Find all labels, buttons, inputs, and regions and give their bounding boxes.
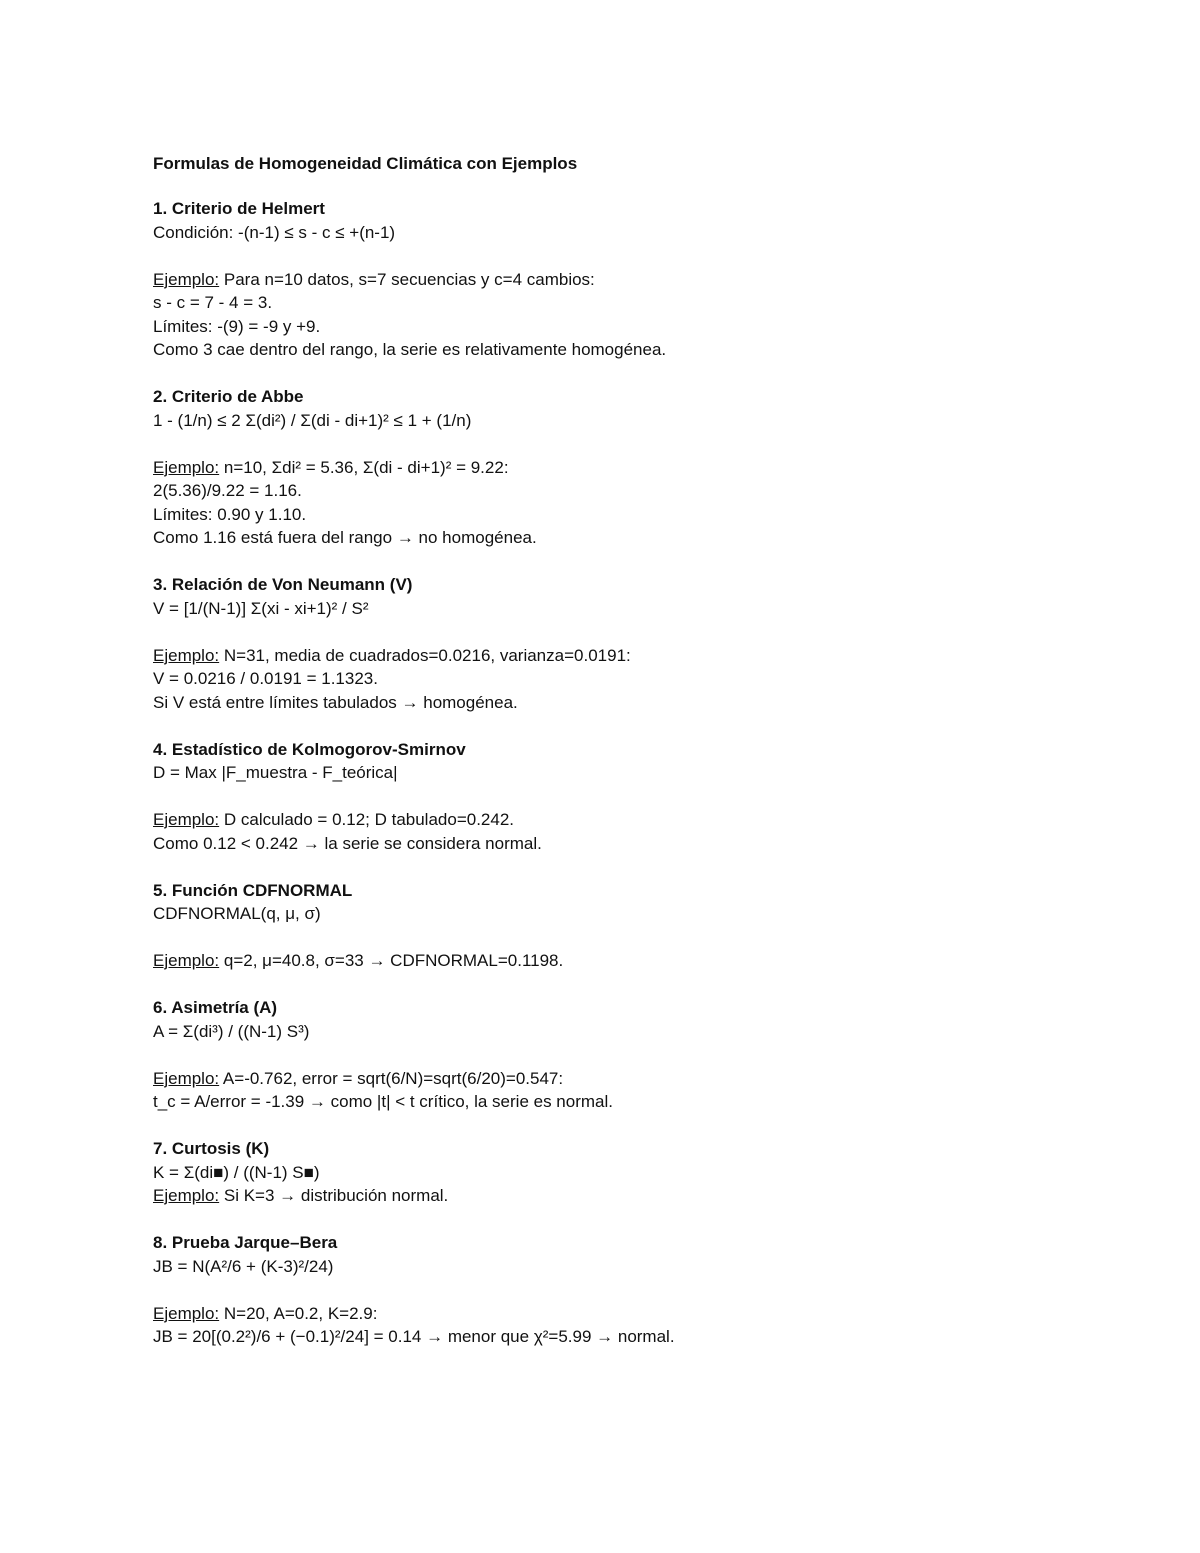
section-heading: 6. Asimetría (A) <box>153 998 278 1017</box>
section-heading: 5. Función CDFNORMAL <box>153 880 353 900</box>
example-line <box>153 1302 1113 1326</box>
example-line: s - c = 7 - 4 = 3. <box>153 293 273 312</box>
example-text: A=-0.762, error = sqrt(6/N)=sqrt(6/20)=0.547: <box>219 1068 564 1088</box>
example-label: Ejemplo: <box>153 645 220 665</box>
example-label: Ejemplo: <box>153 1068 220 1088</box>
title-gap <box>153 182 1113 197</box>
example-line: Si V está entre límites tabulados → homogénea. <box>153 692 518 712</box>
section-abbe <box>153 385 1113 573</box>
example-line <box>153 808 1113 832</box>
example-label: Ejemplo: <box>153 269 220 289</box>
example-line <box>153 456 1113 480</box>
section-von-neumann <box>153 573 1113 738</box>
example-line <box>153 268 1113 292</box>
example-text: Si K=3 → distribución normal. <box>219 1186 449 1205</box>
example-text: N=20, A=0.2, K=2.9: <box>219 1303 378 1323</box>
example-line: JB = 20[(0.2²)/6 + (−0.1)²/24] = 0.14 → menor que χ²=5.99 → normal. <box>153 1327 675 1346</box>
section-heading: 7. Curtosis (K) <box>153 1139 270 1158</box>
example-line <box>153 644 1113 668</box>
section-jarque-bera <box>153 1231 1113 1349</box>
document-page <box>153 150 1113 1349</box>
example-text: N=31, media de cuadrados=0.0216, varianza=0.0191: <box>219 645 631 665</box>
example-line: Límites: -(9) = -9 y +9. <box>153 316 321 336</box>
section-formula: 1 - (1/n) ≤ 2 Σ(di²) / Σ(di - di+1)² ≤ 1 + (1/n) <box>153 410 472 430</box>
section-formula: D = Max |F_muestra - F_teórica| <box>153 763 398 782</box>
example-line: Como 1.16 está fuera del rango → no homogénea. <box>153 528 537 547</box>
section-heading: 3. Relación de Von Neumann (V) <box>153 575 413 594</box>
section-asimetria <box>153 996 1113 1137</box>
section-kolmogorov-smirnov <box>153 738 1113 879</box>
section-heading: 4. Estadístico de Kolmogorov-Smirnov <box>153 739 466 759</box>
example-label: Ejemplo: <box>153 951 220 970</box>
example-text: Para n=10 datos, s=7 secuencias y c=4 cambios: <box>219 269 595 289</box>
section-formula: V = [1/(N-1)] Σ(xi - xi+1)² / S² <box>153 598 369 618</box>
document-title: Formulas de Homogeneidad Climática con Ejemplos <box>153 154 578 173</box>
example-text: D calculado = 0.12; D tabulado=0.242. <box>219 810 515 829</box>
section-curtosis <box>153 1137 1113 1231</box>
example-line <box>153 1067 1113 1091</box>
example-label: Ejemplo: <box>153 457 220 477</box>
example-text: q=2, μ=40.8, σ=33 → CDFNORMAL=0.1198. <box>219 951 564 970</box>
example-line: Como 3 cae dentro del rango, la serie es relativamente homogénea. <box>153 340 667 359</box>
example-line <box>153 1184 1113 1208</box>
section-formula: CDFNORMAL(q, μ, σ) <box>153 904 321 923</box>
section-helmert <box>153 197 1113 385</box>
example-label: Ejemplo: <box>153 1303 220 1323</box>
example-line: 2(5.36)/9.22 = 1.16. <box>153 481 302 500</box>
example-text: n=10, Σdi² = 5.36, Σ(di - di+1)² = 9.22: <box>219 457 509 477</box>
section-heading: 1. Criterio de Helmert <box>153 199 325 218</box>
example-line <box>153 949 1113 973</box>
section-heading: 2. Criterio de Abbe <box>153 387 304 406</box>
section-formula: Condición: -(n-1) ≤ s - c ≤ +(n-1) <box>153 222 396 242</box>
example-line: Límites: 0.90 y 1.10. <box>153 504 307 524</box>
section-formula: A = Σ(di³) / ((N-1) S³) <box>153 1021 310 1041</box>
section-heading: 8. Prueba Jarque–Bera <box>153 1233 338 1252</box>
example-line: Como 0.12 < 0.242 → la serie se considera normal. <box>153 833 542 853</box>
example-line: V = 0.0216 / 0.0191 = 1.1323. <box>153 669 378 688</box>
example-label: Ejemplo: <box>153 1186 220 1205</box>
section-formula: K = Σ(di■) / ((N-1) S■) <box>153 1162 320 1182</box>
example-label: Ejemplo: <box>153 810 220 829</box>
example-line: t_c = A/error = -1.39 → como |t| < t crítico, la serie es normal. <box>153 1092 613 1111</box>
section-cdfnormal <box>153 879 1113 997</box>
section-formula: JB = N(A²/6 + (K-3)²/24) <box>153 1256 334 1276</box>
